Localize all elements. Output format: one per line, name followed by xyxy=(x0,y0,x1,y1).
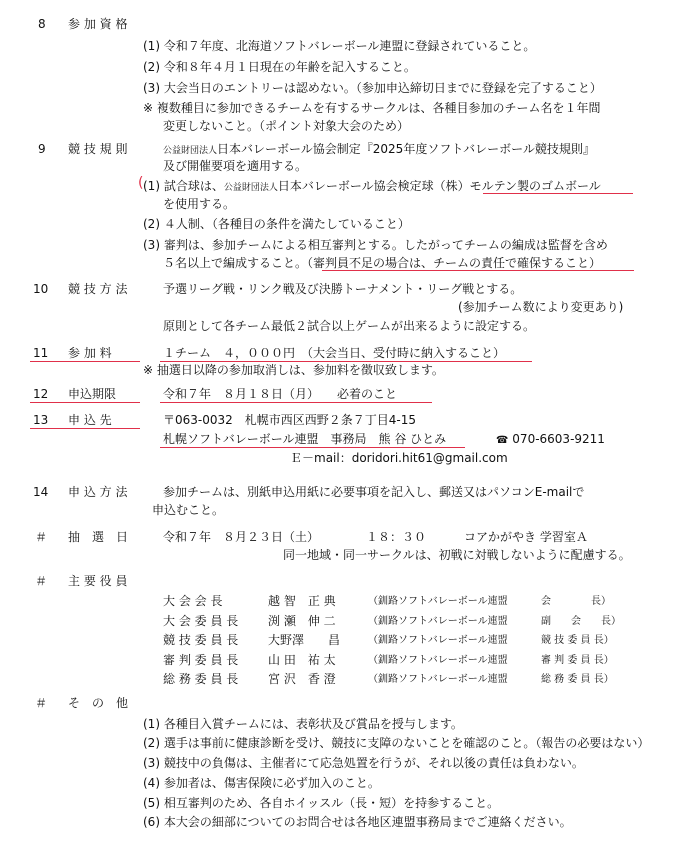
rule-source-text: 日本バレーボール協会制定『2025年度ソフトバレーボール競技規則』 xyxy=(217,142,595,156)
officer-role: 総 務 委 員 長 xyxy=(163,672,239,686)
officers-section-title: 主 要 役 員 xyxy=(68,574,128,588)
application-address: 〒063-0032 札幌市西区西野２条７丁目4-15 xyxy=(163,413,417,427)
draw-time: １８：３０ xyxy=(366,530,427,544)
officer-name: 越 智 正 典 xyxy=(268,594,336,608)
section-9-rule-line-2: 及び開催要項を適用する。 xyxy=(163,159,308,173)
officer-position: 競 技 委 員 長） xyxy=(541,635,614,646)
public-foundation-label-2: 公益財団法人 xyxy=(223,183,278,193)
section-10-line-2: (参加チーム数により変更あり) xyxy=(458,300,624,314)
officers-section-number: ＃ xyxy=(35,574,48,588)
officer-row xyxy=(163,671,238,687)
draw-date: 令和７年 ８月２３日（土） xyxy=(163,530,320,544)
section-9-item-1-cont: を使用する。 xyxy=(163,197,236,211)
section-9-rule-line-1 xyxy=(163,141,595,159)
email-address: Ｅ－mail：doridori.hit61@gmail.com xyxy=(290,451,508,465)
other-item-6: (6) 本大会の細部についてのお問合せは各地区連盟事務局までご連絡ください。 xyxy=(143,815,572,829)
public-foundation-label: 公益財団法人 xyxy=(163,146,218,156)
draw-note: 同一地域・同一サークルは、初戦に対戦しないように配慮する。 xyxy=(283,548,631,562)
draw-section-title: 抽 選 日 xyxy=(68,530,129,544)
officer-position: 審 判 委 員 長） xyxy=(541,655,614,666)
section-10-line-1: 予選リーグ戦・リンク戦及び決勝トーナメント・リーグ戦とする。 xyxy=(163,282,523,296)
phone-number-text: 070-6603-9211 xyxy=(512,432,605,446)
officer-position: 会 長） xyxy=(541,596,611,607)
underline-section-11 xyxy=(30,361,140,362)
underline-referee-shortage xyxy=(322,270,634,271)
section-11-title: 参 加 料 xyxy=(68,346,112,360)
phone-icon: ☎ xyxy=(496,435,509,446)
section-8-item-1: (1) 令和７年度、北海道ソフトバレーボール連盟に登録されていること。 xyxy=(143,39,536,53)
officer-org: （釧路ソフトバレーボール連盟 xyxy=(368,635,508,646)
section-9-item-3: (3) 審判は、参加チームによる相互審判とする。したがってチームの編成は監督を含め xyxy=(143,238,608,252)
other-item-3: (3) 競技中の負傷は、主催者にて応急処置を行うが、それ以後の責任は負わない。 xyxy=(143,756,584,770)
phone-number xyxy=(496,431,605,449)
section-8-item-2: (2) 令和８年４月１日現在の年齢を記入すること。 xyxy=(143,60,416,74)
draw-place: コアかがやき 学習室Ａ xyxy=(464,530,588,544)
officer-org: （釧路ソフトバレーボール連盟 xyxy=(368,674,508,685)
section-8-note-line-2: 変更しないこと。（ポイント対象大会のため） xyxy=(163,119,410,133)
application-organization: 札幌ソフトバレーボール連盟 事務局 熊 谷 ひとみ xyxy=(163,432,447,446)
underline-deadline xyxy=(160,402,432,403)
entry-fee-text: １チーム ４，０００円 （大会当日、受付時に納入すること） xyxy=(163,346,506,360)
officer-position: 副 会 長） xyxy=(541,616,621,627)
officer-name: 宮 沢 香 澄 xyxy=(268,672,336,686)
other-section-title: そ の 他 xyxy=(68,696,129,710)
officer-position: 総 務 委 員 長） xyxy=(541,674,614,685)
section-14-title: 申 込 方 法 xyxy=(68,485,128,499)
officer-org: （釧路ソフトバレーボール連盟 xyxy=(368,596,508,607)
deadline-text: 令和７年 ８月１８日（月） 必着のこと xyxy=(163,387,398,401)
section-8-item-3: (3) 大会当日のエントリーは認めない。（参加申込締切日までに登録を完了すること） xyxy=(143,81,602,95)
officer-row xyxy=(163,632,238,648)
officer-org: （釧路ソフトバレーボール連盟 xyxy=(368,655,508,666)
officer-org: （釧路ソフトバレーボール連盟 xyxy=(368,616,508,627)
officer-row xyxy=(163,613,238,629)
officer-name: 大野澤 昌 xyxy=(268,633,341,647)
ball-rule-prefix: (1) 試合球は、 xyxy=(143,179,224,193)
other-item-4: (4) 参加者は、傷害保険に必ず加入のこと。 xyxy=(143,776,380,790)
section-14-line-2: 申込むこと。 xyxy=(152,503,225,517)
other-section-number: ＃ xyxy=(35,696,48,710)
section-10-number: 10 xyxy=(33,282,49,296)
section-9-item-2: (2) ４人制、（各種目の条件を満たしていること） xyxy=(143,217,410,231)
officer-role: 競 技 委 員 長 xyxy=(163,633,239,647)
underline-molten-ball xyxy=(483,193,633,194)
section-9-item-3-cont: ５名以上で編成すること。（審判員不足の場合は、チームの責任で確保すること） xyxy=(163,256,602,270)
officer-role: 大 会 委 員 長 xyxy=(163,614,239,628)
section-12-title: 申込期限 xyxy=(68,387,117,401)
officer-role: 大 会 会 長 xyxy=(163,594,223,608)
section-12-number: 12 xyxy=(33,387,49,401)
other-item-2: (2) 選手は事前に健康診断を受け、競技に支障のないことを確認のこと。（報告の必要はない） xyxy=(143,736,650,750)
section-10-line-3: 原則として各チーム最低２試合以上ゲームが出来るように設定する。 xyxy=(163,319,536,333)
officer-row xyxy=(163,652,238,668)
section-11-number: 11 xyxy=(33,346,49,360)
other-item-1: (1) 各種目入賞チームには、表彰状及び賞品を授与します。 xyxy=(143,717,463,731)
section-9-number: 9 xyxy=(38,142,46,156)
draw-section-number: ＃ xyxy=(35,530,48,544)
section-14-line-1: 参加チームは、別紙申込用紙に必要事項を記入し、郵送又はパソコンE-mailで xyxy=(163,485,585,499)
section-8-note-line-1: ※ 複数種目に参加できるチームを有するサークルは、各種目参加のチーム名を１年間 xyxy=(143,101,601,115)
officer-name: 渕 瀬 伸 二 xyxy=(268,614,336,628)
underline-section-13 xyxy=(30,428,140,429)
section-10-title: 競 技 方 法 xyxy=(68,282,128,296)
section-8-title: 参 加 資 格 xyxy=(68,17,128,31)
section-14-number: 14 xyxy=(33,485,49,499)
underline-section-12 xyxy=(30,402,140,403)
other-item-5: (5) 相互審判のため、各自ホイッスル（長・短）を持参すること。 xyxy=(143,796,500,810)
section-9-title: 競 技 規 則 xyxy=(68,142,128,156)
handwritten-bracket-mark: ( xyxy=(138,175,144,191)
officer-row xyxy=(163,593,222,609)
underline-organization xyxy=(160,447,465,448)
ball-rule-text: 日本バレーボール協会検定球（株）モルテン製のゴムボール xyxy=(277,179,601,193)
section-13-number: 13 xyxy=(33,413,49,427)
entry-fee-note: ※ 抽選日以降の参加取消しは、参加料を徴収致します。 xyxy=(143,363,444,377)
section-8-number: 8 xyxy=(38,17,46,31)
section-13-title: 申 込 先 xyxy=(68,413,112,427)
officer-role: 審 判 委 員 長 xyxy=(163,653,239,667)
officer-name: 山 田 祐 太 xyxy=(268,653,336,667)
